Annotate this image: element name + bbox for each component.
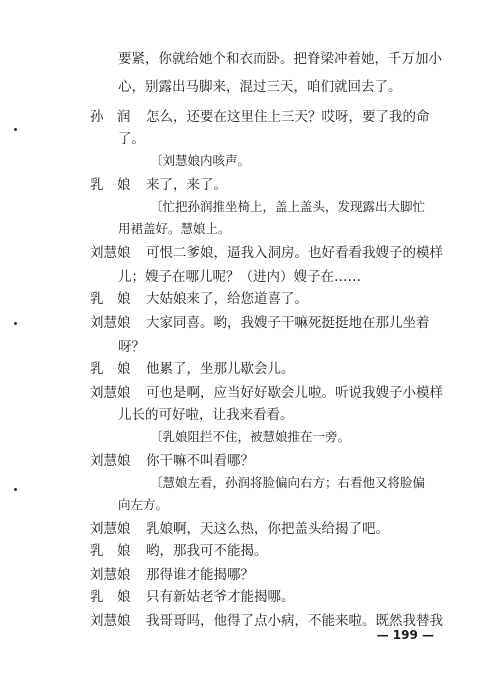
speaker-name: 刘慧娘: [90, 385, 131, 401]
stage-direction: 〔刘慧娘内咳声。: [150, 153, 251, 168]
speaker-name: 刘慧娘: [90, 567, 131, 583]
dialogue-text: 只有新姑老爷才能揭哪。: [146, 589, 295, 605]
dialogue-text: 心，别露出马脚来，混过三天，咱们就回去了。: [118, 79, 402, 95]
margin-mark: [14, 488, 17, 491]
dialogue-text: 我哥哥吗，他得了点小病，不能来啦。既然我替我: [146, 613, 443, 629]
dialogue-text: 那得谁才能揭哪？: [146, 567, 254, 583]
dialogue-text: 大姑娘来了，给您道喜了。: [146, 291, 308, 307]
speaker-name: 刘慧娘: [90, 521, 131, 537]
speaker-name: 孙 润: [90, 109, 131, 125]
dialogue-text: 可恨二爹娘，逼我入洞房。也好看看我嫂子的模样: [146, 245, 443, 261]
speaker-name: 刘慧娘: [90, 245, 131, 261]
dialogue-text: 呀？: [118, 339, 145, 355]
margin-mark: [14, 322, 17, 325]
speaker-name: 刘慧娘: [90, 315, 131, 331]
speaker-name: 乳 娘: [90, 589, 131, 605]
dialogue-text: 你干嘛不叫看哪？: [146, 453, 254, 469]
stage-direction: 〔乳娘阻拦不住，被慧娘推在一旁。: [150, 429, 351, 444]
dialogue-text: 乳娘啊，天这么热，你把盖头给揭了吧。: [146, 521, 389, 537]
stage-direction: 向左方。: [118, 497, 169, 512]
dialogue-text: 可也是啊，应当好好歇会儿啦。听说我嫂子小模样: [146, 385, 443, 401]
dialogue-text: 怎么，还要在这里住上三天？哎呀，要了我的命: [146, 109, 430, 125]
speaker-name: 刘慧娘: [90, 613, 131, 629]
dialogue-text: 大家同喜。哟，我嫂子干嘛死挺挺地在那儿坐着: [146, 315, 430, 331]
dialogue-text: 他累了，坐那儿歇会儿。: [146, 361, 295, 377]
dialogue-text: 了。: [118, 131, 145, 147]
speaker-name: 乳 娘: [90, 177, 131, 193]
margin-mark: [14, 128, 17, 131]
dialogue-text: 儿长的可好啦，让我来看看。: [118, 407, 294, 423]
dialogue-text: 要紧，你就给她个和衣而卧。把脊梁冲着她，千万加小: [118, 51, 442, 67]
speaker-name: 乳 娘: [90, 543, 131, 559]
speaker-name: 乳 娘: [90, 361, 131, 377]
stage-direction: 〔慧娘左看，孙润将脸偏向右方；右看他又将脸偏: [150, 475, 426, 490]
page-number: — 199 —: [376, 628, 434, 642]
stage-direction: 〔忙把孙润推坐椅上，盖上盖头，发现露出大脚忙: [150, 199, 426, 214]
dialogue-text: 来了，来了。: [146, 177, 227, 193]
speaker-name: 刘慧娘: [90, 453, 131, 469]
dialogue-text: 儿；嫂子在哪儿呢？（进内）嫂子在……: [118, 269, 361, 285]
speaker-name: 乳 娘: [90, 291, 131, 307]
stage-direction: 用裙盖好。慧娘上。: [118, 221, 231, 236]
dialogue-text: 哟，那我可不能揭。: [146, 543, 268, 559]
